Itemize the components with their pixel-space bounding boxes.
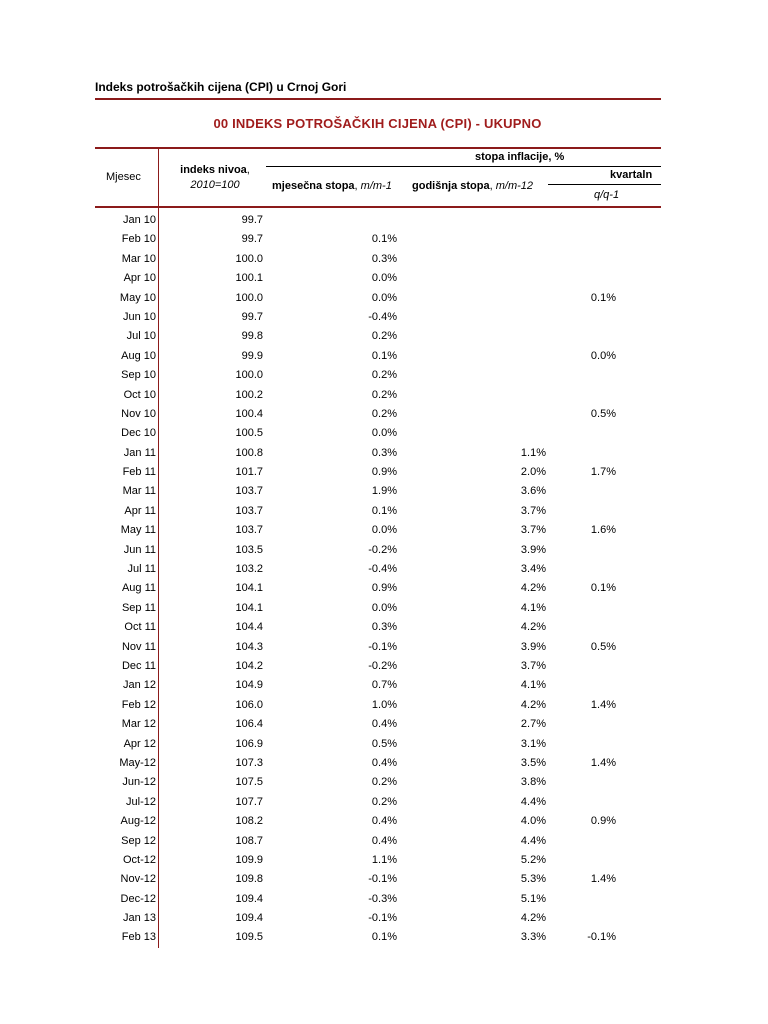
header-index-base: 2010=100 (190, 179, 240, 191)
cell-index: 104.3 (235, 640, 263, 653)
table-row (0, 521, 768, 540)
cell-monthly-rate: 0.2% (371, 330, 397, 343)
cell-month: Apr 11 (124, 504, 156, 517)
table-row (0, 541, 768, 560)
header-annual-sub: m/m-12 (495, 180, 534, 192)
cell-month: Jun-12 (122, 776, 156, 789)
table-row (0, 754, 768, 773)
cell-monthly-rate: 0.0% (371, 291, 397, 304)
cell-monthly-rate: 0.0% (371, 524, 397, 537)
table-row (0, 715, 768, 734)
cell-index: 109.4 (235, 892, 263, 905)
cell-index: 100.0 (235, 369, 263, 382)
header-inflation-label: stopa inflacije, % (475, 151, 565, 163)
cell-index: 107.5 (235, 776, 263, 789)
cell-monthly-rate: 0.5% (371, 737, 397, 750)
cell-month: Mar 12 (121, 718, 156, 731)
cell-month: Mar 11 (122, 485, 156, 498)
cell-index: 100.5 (235, 427, 263, 440)
cell-month: Sep 12 (121, 834, 156, 847)
cell-monthly-rate: 0.3% (371, 446, 397, 459)
cell-index: 109.5 (235, 931, 263, 944)
cell-index: 104.9 (235, 679, 263, 692)
cell-monthly-rate: 0.4% (371, 718, 397, 731)
cell-month: Jun 11 (123, 543, 156, 556)
cell-annual-rate: 3.5% (520, 756, 546, 769)
table-row (0, 502, 768, 521)
cell-month: Nov 11 (121, 640, 156, 653)
cell-annual-rate: 4.2% (520, 582, 546, 595)
cell-quarterly-rate: -0.1% (587, 931, 616, 944)
header-monthly-label: mjesečna stopa (272, 180, 355, 192)
table-row (0, 269, 768, 288)
table-row (0, 618, 768, 637)
cell-annual-rate: 3.8% (520, 776, 546, 789)
cell-index: 108.7 (235, 834, 263, 847)
cell-month: Aug 10 (121, 349, 156, 362)
cell-annual-rate: 3.7% (520, 659, 546, 672)
header-inflation-divider (266, 166, 661, 167)
table-row (0, 386, 768, 405)
cell-annual-rate: 3.7% (520, 524, 546, 537)
cell-month: Feb 13 (121, 931, 156, 944)
cell-month: Jan 10 (122, 214, 156, 226)
table-row (0, 289, 768, 308)
cell-index: 99.7 (241, 214, 263, 226)
cell-index: 104.2 (235, 659, 263, 672)
cell-month: Dec-12 (120, 892, 156, 905)
cell-index: 106.4 (235, 718, 263, 731)
header-index-label: indeks nivoa (180, 164, 247, 176)
cell-monthly-rate: -0.2% (368, 543, 397, 556)
header-quarterly-label: kvartaln (610, 169, 653, 181)
cell-index: 99.9 (241, 349, 263, 362)
cell-monthly-rate: -0.3% (368, 892, 397, 905)
header-inflation-group (475, 151, 564, 163)
table-row (0, 832, 768, 851)
cell-month: Jan 12 (122, 679, 156, 692)
cell-month: Apr 12 (123, 737, 156, 750)
cell-monthly-rate: 0.1% (371, 233, 397, 246)
table-row (0, 463, 768, 482)
cell-index: 101.7 (235, 466, 263, 479)
cell-month: Feb 12 (121, 698, 156, 711)
cell-monthly-rate: 0.4% (371, 756, 397, 769)
table-row (0, 676, 768, 695)
cell-annual-rate: 4.2% (520, 621, 546, 634)
cell-monthly-rate: -0.2% (368, 659, 397, 672)
cell-annual-rate: 3.9% (520, 543, 546, 556)
table-row (0, 773, 768, 792)
cell-quarterly-rate: 0.0% (590, 349, 616, 362)
header-quarterly-divider (548, 184, 661, 185)
cell-index: 104.1 (235, 601, 263, 614)
cell-index: 103.2 (235, 563, 263, 576)
table-row (0, 250, 768, 269)
cell-annual-rate: 4.1% (520, 679, 546, 692)
cell-annual-rate: 1.1% (520, 446, 546, 459)
cell-monthly-rate: 1.1% (371, 853, 397, 866)
cell-month: Dec 11 (121, 659, 156, 672)
cell-monthly-rate: 0.4% (371, 815, 397, 828)
cell-monthly-rate: 0.2% (371, 388, 397, 401)
cell-month: Aug-12 (120, 815, 156, 828)
cell-monthly-rate: 0.4% (371, 834, 397, 847)
cell-month: Sep 10 (121, 369, 156, 382)
cell-monthly-rate: 0.2% (371, 795, 397, 808)
cell-monthly-rate: -0.4% (368, 310, 397, 323)
cell-month: Nov-12 (120, 873, 156, 886)
cell-index: 109.4 (235, 912, 263, 925)
header-bottom-border (95, 206, 661, 208)
table-row (0, 424, 768, 443)
cell-index: 99.7 (241, 233, 263, 246)
header-quarterly-sub (594, 189, 619, 201)
cell-quarterly-rate: 0.5% (590, 407, 616, 420)
cell-month: Jul-12 (126, 795, 156, 808)
cell-monthly-rate: 0.2% (371, 407, 397, 420)
cell-index: 103.7 (235, 524, 263, 537)
table-row (0, 444, 768, 463)
cell-month: Oct-12 (122, 853, 156, 866)
table-row (0, 890, 768, 909)
table-row (0, 638, 768, 657)
cell-month: Oct 10 (123, 388, 156, 401)
cell-monthly-rate: 0.0% (371, 272, 397, 285)
cell-index: 103.7 (235, 504, 263, 517)
cell-annual-rate: 3.7% (520, 504, 546, 517)
header-quarterly (610, 169, 661, 181)
table-row (0, 482, 768, 501)
cell-index: 104.4 (235, 621, 263, 634)
cell-index: 100.8 (235, 446, 263, 459)
header-monthly (272, 180, 392, 192)
cell-annual-rate: 4.2% (520, 698, 546, 711)
table-row (0, 793, 768, 812)
cell-month: Sep 11 (121, 601, 156, 614)
table-row (0, 657, 768, 676)
cell-index: 100.2 (235, 388, 263, 401)
cell-index: 100.1 (235, 272, 263, 285)
cell-quarterly-rate: 1.4% (590, 873, 616, 886)
cell-index: 100.0 (235, 252, 263, 265)
cell-annual-rate: 3.9% (520, 640, 546, 653)
cell-index: 100.0 (235, 291, 263, 304)
cell-annual-rate: 3.3% (520, 931, 546, 944)
cell-month: Feb 11 (122, 466, 156, 479)
cell-month: May 10 (119, 291, 156, 304)
header-quarterly-sub-label: q/q-1 (594, 189, 620, 201)
cell-index: 108.2 (235, 815, 263, 828)
cell-quarterly-rate: 0.9% (590, 815, 616, 828)
table-body (0, 211, 768, 948)
cell-monthly-rate: 1.9% (371, 485, 397, 498)
table-row (0, 599, 768, 618)
cell-quarterly-rate: 1.4% (590, 756, 616, 769)
cell-index: 99.7 (241, 310, 263, 323)
cell-quarterly-rate: 0.5% (590, 640, 616, 653)
cell-monthly-rate: 0.2% (371, 776, 397, 789)
cell-month: Jan 11 (123, 446, 156, 459)
table-row (0, 327, 768, 346)
table-row (0, 870, 768, 889)
header-index (160, 163, 270, 193)
cell-annual-rate: 3.6% (520, 485, 546, 498)
cell-index: 106.9 (235, 737, 263, 750)
cell-quarterly-rate: 1.4% (590, 698, 616, 711)
cell-index: 103.5 (235, 543, 263, 556)
table-row (0, 851, 768, 870)
cell-annual-rate: 2.7% (520, 718, 546, 731)
header-month (106, 171, 141, 183)
cell-month: Oct 11 (124, 621, 156, 634)
table-row (0, 366, 768, 385)
cell-index: 100.4 (235, 407, 263, 420)
cell-annual-rate: 5.1% (520, 892, 546, 905)
cell-monthly-rate: 0.7% (371, 679, 397, 692)
cell-monthly-rate: 0.9% (371, 582, 397, 595)
table-row (0, 405, 768, 424)
cell-annual-rate: 5.3% (520, 873, 546, 886)
cell-monthly-rate: 0.0% (371, 427, 397, 440)
table-row (0, 579, 768, 598)
table-title: 00 INDEKS POTROŠAČKIH CIJENA (CPI) - UKUPNO (213, 116, 542, 131)
cell-month: May-12 (119, 756, 156, 769)
cell-monthly-rate: 0.3% (371, 621, 397, 634)
table-row (0, 308, 768, 327)
title-divider (95, 98, 661, 100)
cell-index: 99.8 (241, 330, 263, 343)
table-row (0, 812, 768, 831)
cell-month: Jul 11 (127, 563, 156, 576)
cell-annual-rate: 4.4% (520, 795, 546, 808)
cell-monthly-rate: -0.4% (368, 563, 397, 576)
table-row (0, 211, 768, 230)
cell-index: 109.9 (235, 853, 263, 866)
cell-month: Nov 10 (121, 407, 156, 420)
cell-month: Feb 10 (121, 233, 156, 246)
cell-index: 109.8 (235, 873, 263, 886)
cell-annual-rate: 3.4% (520, 563, 546, 576)
document-title: Indeks potrošačkih cijena (CPI) u Crnoj Gori (95, 80, 347, 94)
cell-month: Jul 10 (126, 330, 156, 343)
cell-monthly-rate: -0.1% (368, 873, 397, 886)
table-top-border (95, 147, 661, 149)
table-row (0, 230, 768, 249)
table-row (0, 928, 768, 947)
table-row (0, 909, 768, 928)
cell-month: Dec 10 (121, 427, 156, 440)
cell-monthly-rate: 0.1% (371, 931, 397, 944)
cell-annual-rate: 4.4% (520, 834, 546, 847)
cell-index: 107.7 (235, 795, 263, 808)
cell-annual-rate: 5.2% (520, 853, 546, 866)
header-annual-sep: , (489, 180, 496, 192)
header-month-label: Mjesec (106, 171, 141, 183)
cell-monthly-rate: -0.1% (368, 912, 397, 925)
cell-quarterly-rate: 1.6% (590, 524, 616, 537)
cell-index: 104.1 (235, 582, 263, 595)
cell-quarterly-rate: 0.1% (590, 291, 616, 304)
cell-monthly-rate: 0.3% (371, 252, 397, 265)
cell-annual-rate: 3.1% (520, 737, 546, 750)
cell-annual-rate: 4.1% (520, 601, 546, 614)
cell-quarterly-rate: 0.1% (590, 582, 616, 595)
table-row (0, 735, 768, 754)
cell-annual-rate: 4.2% (520, 912, 546, 925)
cell-annual-rate: 2.0% (520, 466, 546, 479)
cell-month: Aug 11 (121, 582, 156, 595)
cell-monthly-rate: 0.0% (371, 601, 397, 614)
cell-month: Jun 10 (122, 310, 156, 323)
cell-month: Jan 13 (122, 912, 156, 925)
cell-month: Apr 10 (123, 272, 156, 285)
cell-quarterly-rate: 1.7% (590, 466, 616, 479)
header-monthly-sep: , (354, 180, 361, 192)
cell-month: May 11 (120, 524, 156, 537)
header-monthly-sub: m/m-1 (360, 180, 392, 192)
header-annual (412, 180, 533, 192)
header-index-sep: , (246, 164, 250, 176)
table-row (0, 696, 768, 715)
cell-index: 103.7 (235, 485, 263, 498)
cell-monthly-rate: 0.1% (371, 504, 397, 517)
cell-monthly-rate: 0.1% (371, 349, 397, 362)
cell-monthly-rate: 1.0% (371, 698, 397, 711)
table-row (0, 560, 768, 579)
cell-index: 106.0 (235, 698, 263, 711)
cell-annual-rate: 4.0% (520, 815, 546, 828)
cell-monthly-rate: 0.9% (371, 466, 397, 479)
cell-monthly-rate: 0.2% (371, 369, 397, 382)
cell-month: Mar 10 (121, 252, 156, 265)
cell-monthly-rate: -0.1% (368, 640, 397, 653)
header-annual-label: godišnja stopa (412, 180, 490, 192)
table-row (0, 347, 768, 366)
cell-index: 107.3 (235, 756, 263, 769)
